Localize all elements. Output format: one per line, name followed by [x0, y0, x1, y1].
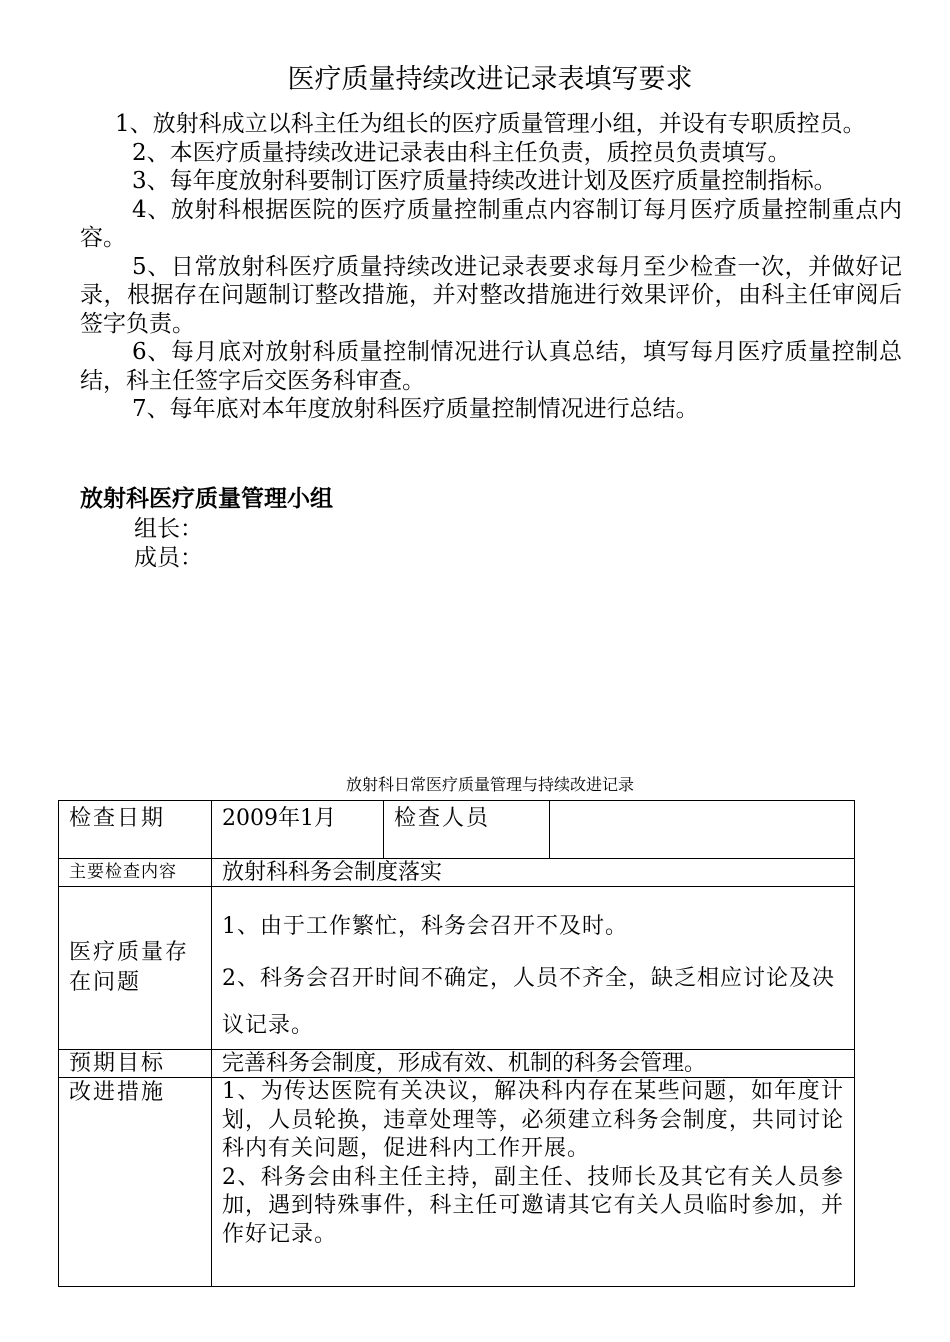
- group-title: 放射科医疗质量管理小组: [80, 486, 333, 512]
- goal-label: 预期目标: [59, 1050, 212, 1078]
- requirement-item: 2、本医疗质量持续改进记录表由科主任负责，质控员负责填写。: [132, 139, 791, 166]
- requirement-item: 3、每年度放射科要制订医疗质量持续改进计划及医疗质量控制指标。: [132, 168, 837, 194]
- table-row: [59, 1078, 855, 1287]
- content-label: 主要检查内容: [59, 859, 212, 887]
- problems-cell: [212, 887, 855, 1050]
- measure-item: 1、为传达医院有关决议，解决科内存在某些问题，如年度计划，人员轮换，违章处理等，必须建立科务会制度，共同讨论科内有关问题，促进科内工作开展。: [222, 1079, 844, 1161]
- problem-item: 2、科务会召开时间不确定，人员不齐全，缺乏相应讨论及决议记录。: [222, 966, 835, 1038]
- problems-label: 医疗质量存在问题: [59, 887, 212, 1050]
- requirement-item: 1、放射科成立以科主任为组长的医疗质量管理小组，并设有专职质控员。: [115, 111, 866, 137]
- goal-value: 完善科务会制度，形成有效、机制的科务会管理。: [212, 1050, 855, 1078]
- measures-label: 改进措施: [59, 1078, 212, 1287]
- document-title: 医疗质量持续改进记录表填写要求: [287, 64, 693, 95]
- table-row: [59, 1050, 855, 1078]
- inspector-value: [550, 801, 855, 859]
- group-leader-label: 组长：: [134, 516, 203, 542]
- measure-item: 2、科务会由科主任主持，副主任、技师长及其它有关人员参加，遇到特殊事件，科主任可邀请其它有关人员临时参加，并作好记录。: [222, 1164, 844, 1247]
- record-table: [58, 800, 855, 1287]
- requirement-item: 6、每月底对放射科质量控制情况进行认真总结，填写每月医疗质量控制总结，科主任签字后交医务科审查。: [80, 339, 902, 394]
- requirement-item: 7、每年底对本年度放射科医疗质量控制情况进行总结。: [132, 396, 699, 422]
- requirements-list: [80, 110, 902, 424]
- requirement-item: 5、日常放射科医疗质量持续改进记录表要求每月至少检查一次，并做好记录，根据存在问题制订整改措施，并对整改措施进行效果评价，由科主任审阅后签字负责。: [80, 253, 902, 337]
- date-value: 2009年1月: [212, 801, 384, 859]
- table-row: [59, 887, 855, 1050]
- record-caption: 放射科日常医疗质量管理与持续改进记录: [345, 775, 634, 794]
- group-members-label: 成员：: [134, 545, 203, 571]
- table-row: [59, 859, 855, 887]
- measures-cell: [212, 1078, 855, 1287]
- date-label: 检查日期: [59, 801, 212, 859]
- problem-item: 1、由于工作繁忙，科务会召开不及时。: [222, 914, 628, 939]
- inspector-label: 检查人员: [384, 801, 550, 859]
- content-value: 放射科科务会制度落实: [212, 859, 855, 887]
- table-row: [59, 801, 855, 859]
- requirement-item: 4、放射科根据医院的医疗质量控制重点内容制订每月医疗质量控制重点内容。: [80, 196, 902, 251]
